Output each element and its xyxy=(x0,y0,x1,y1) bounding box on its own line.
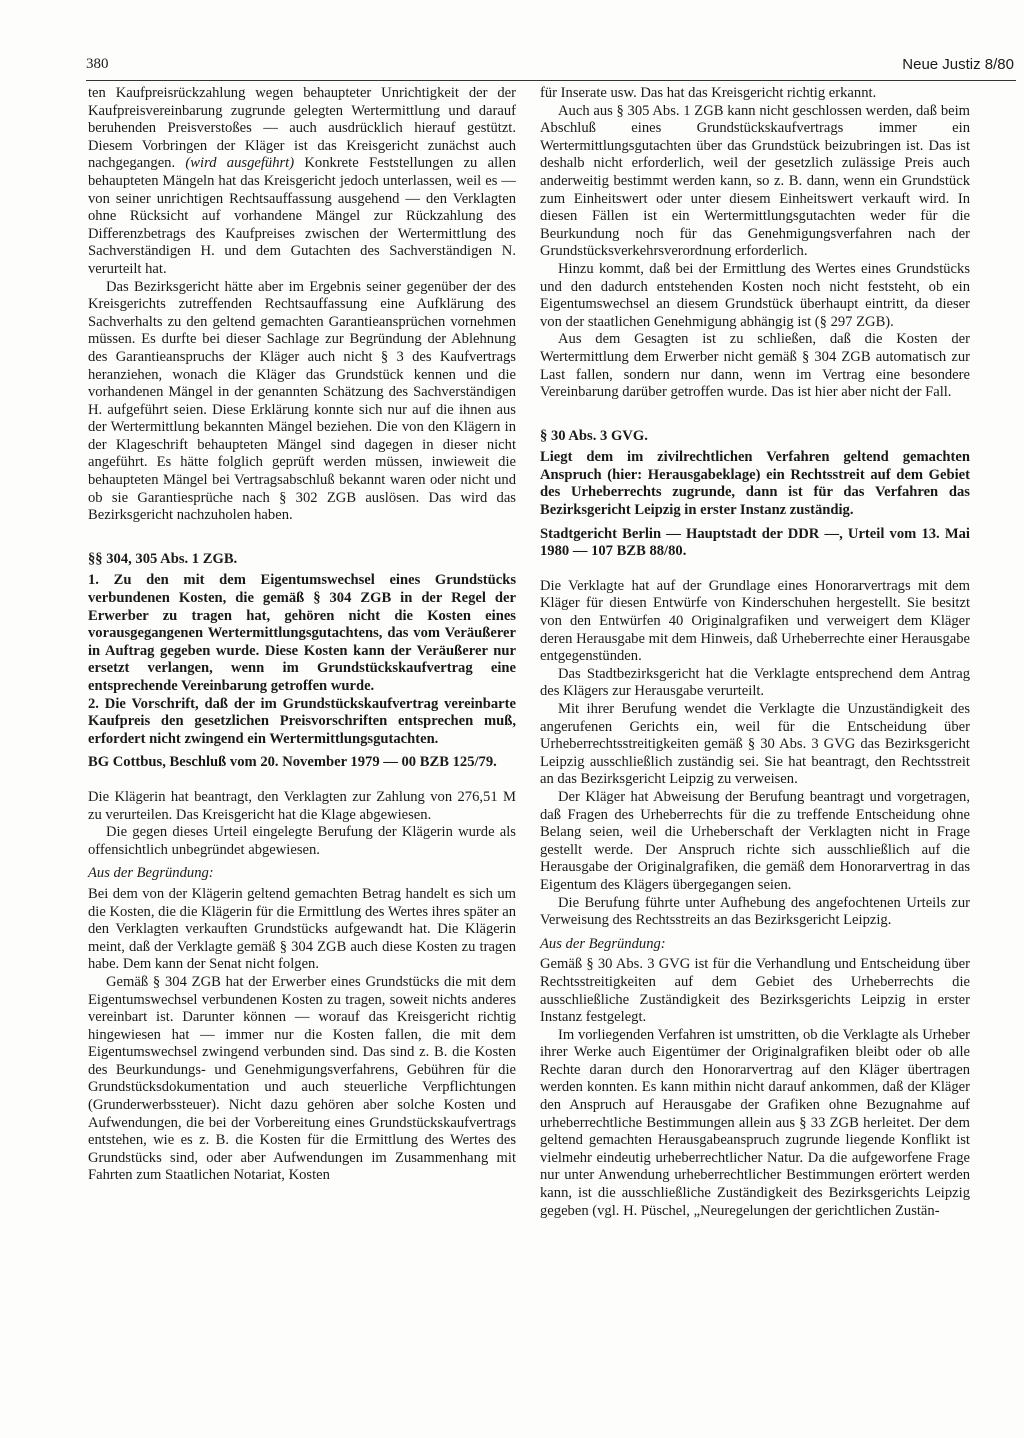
paragraph: für Inserate usw. Das hat das Kreisgericht richtig erkannt. xyxy=(540,85,877,101)
headnote: 2. Die Vorschrift, daß der im Grundstückskaufvertrag vereinbarte Kaufpreis den gesetzlichen Preisvorschriften entsprechen muß, erfordert nicht zwingend ein Wertermittlungsgutachten. xyxy=(88,695,516,747)
paragraph: Gemäß § 304 ZGB hat der Erwerber eines Grundstücks die mit dem Eigentumswechsel verbundenen Kosten zu tragen, soweit nichts anderes vereinbart ist. Darunter können — worauf das Kreisgericht richtig hingewiesen hat — immer nur die Kosten fallen, die mit dem Eigentumswechsel zwingend verbunden sind. Das sind z. B. die Kosten des Beurkundungs- und Genehmigungsverfahrens, Gebühren für die Grundstücksdokumentation und auch steuerliche Verpflichtungen (Grunderwerbssteuer). Nicht dazu gehören aber solche Kosten und Aufwendungen, die bei der Vorbereitung eines Grundstückskaufvertrags entstehen, wie es z. B. die Kosten für die Ermittlung des Wertes des Grundstücks sind, oder aber Aufwendungen im Zusammenhang mit Fahrten zum Staatlichen Notariat, Kosten xyxy=(88,973,516,1184)
paragraph: Die Klägerin hat beantragt, den Verklagten zur Zahlung von 276,51 M zu verurteilen. Das Kreisgericht hat die Klage abgewiesen. xyxy=(88,788,516,823)
paragraph: Gemäß § 30 Abs. 3 GVG ist für die Verhandlung und Entscheidung über Rechtsstreitigkeiten auf dem Gebiet des Urheberrechts die ausschließliche Zuständigkeit des Bezirksgerichts Leipzig in erster Instanz festgelegt. xyxy=(540,956,970,1026)
paragraph: Die Berufung führte unter Aufhebung des angefochtenen Urteils zur Verweisung des Rechtsstreits an das Bezirksgericht Leipzig. xyxy=(540,894,970,929)
paragraph: Im vorliegenden Verfahren ist umstritten, ob die Verklagte als Urheber ihrer Werke auch Eigentümer der Originalgrafiken bleibt oder ob alle Rechte daran durch den Honorarvertrag auf den Kläger übertragen werden konnten. Es kann mithin nicht darauf ankommen, daß der Kläger den Anspruch auf Herausgabe der Grafiken ohne Bezugnahme auf urheberrechtliche Bestimmungen allein aus § 33 ZGB herleitet. Der dem geltend gemachten Herausgabeanspruch zugrunde liegende Konflikt ist vielmehr eindeutig urheberrechtlicher Natur. Da die aufgeworfene Frage nur unter Anwendung urheberrechtlicher Bestimmungen erörtert werden kann, ist die ausschließliche Zuständigkeit des Bezirksgerichts Leipzig gegeben (vgl. H. Püschel, „Neuregelungen der gerichtlichen Zustän- xyxy=(540,1026,970,1219)
left-column xyxy=(88,85,516,1185)
paragraph: Die gegen dieses Urteil eingelegte Berufung der Klägerin wurde als offensichtlich unbegründet abgewiesen. xyxy=(88,824,516,858)
paragraph: Aus dem Gesagten ist zu schließen, daß die Kosten der Wertermittlung dem Erwerber nicht gemäß § 304 ZGB automatisch zur Last fallen, sondern nur dann, wenn im Vertrag eine besondere Vereinbarung darüber getroffen wurde. Das ist hier aber nicht der Fall. xyxy=(540,331,970,401)
page-number: 380 xyxy=(86,56,109,72)
paragraph: ten Kaufpreisrückzahlung wegen behaupteter Unrichtigkeit der der Kaufpreisvereinbarung zugrunde gelegten Wertermittlung und darauf beruhenden Preisverstoßes — auch ausdrücklich hierauf gestützt. Diesem Vorbringen der Kläger ist das Kreisgericht zunächst auch nachgegangen. (wird ausgeführt) Konkrete Feststellungen zu allen behaupteten Mängeln hat das Kreisgericht jedoch unterlassen, weil es — von seiner unrichtigen Rechtsauffassung ausgehend — den Verklagten ohne Rücksicht auf vorhandene Mängel zur Rückzahlung des Differenzbetrags des Kaufpreises zwischen der Wertermittlung des Sachverständigen H. und dem Gutachten des Sachverständigen N. verurteilt hat. xyxy=(88,85,516,277)
court-citation: BG Cottbus, Beschluß vom 20. November 1979 — 00 BZB 125/79. xyxy=(88,754,497,771)
court-citation: Stadtgericht Berlin — Hauptstadt der DDR —, Urteil vom 13. Mai 1980 — 107 BZB 88/80. xyxy=(540,525,970,560)
paragraph: Bei dem von der Klägerin geltend gemachten Betrag handelt es sich um die Kosten, die die Klägerin für die Ermittlung des Wertes ihres später an den Verklagten verkauften Grundstücks aufgewandt hat. Die Klägerin meint, daß der Verklagte gemäß § 304 ZGB auch diese Kosten zu tragen habe. Dem kann der Senat nicht folgen. xyxy=(88,885,516,973)
italic-note: (wird ausgeführt) xyxy=(185,155,295,172)
reasons-heading: Aus der Begründung: xyxy=(540,935,666,952)
paragraph: Der Kläger hat Abweisung der Berufung beantragt und vorgetragen, daß Fragen des Urheberrechts für die zu treffende Entscheidung ohne Belang seien, weil die Urheberschaft der Verklagten nicht in Frage gestellt werde. Der Anspruch richte sich ausschließlich auf die Herausgabe der Originalgrafiken, die gemäß dem Honorarvertrag in das Eigentum des Klägers übergegangen seien. xyxy=(540,788,970,893)
law-reference: § 30 Abs. 3 GVG. xyxy=(540,427,648,444)
paragraph: Mit ihrer Berufung wendet die Verklagte die Unzuständigkeit des angerufenen Gerichts ein, weil für die Entscheidung über Urheberrechtsstreitigkeiten gemäß § 30 Abs. 3 GVG das Bezirksgericht Leipzig ausschließlich zuständig sei. Sie hat beantragt, den Rechtsstreit an das Bezirksgericht Leipzig zu verweisen. xyxy=(540,701,970,788)
reasons-heading: Aus der Begründung: xyxy=(88,865,214,882)
paragraph: Das Bezirksgericht hätte aber im Ergebnis seiner gegenüber der des Kreisgerichts zutreffenden Rechtsauffassung eine Aufklärung des Sachverhalts zu den geltend gemachten Garantieansprüchen vornehmen müssen. Es durfte bei dieser Sachlage zur Begründung der Ablehnung des Garantieanspruchs der Kläger auch nicht § 3 des Kaufvertrags heranziehen, wonach die Kläger das Grundstück kennen und die vorhandenen Mängel in der genannten Schätzung des Sachverständigen H. aufgeführt seien. Diese Erklärung konnte sich nur auf die ihnen aus der Wertermittlung bekannten Mängel beziehen. Die von den Klägern in der Klageschrift behaupteten Mängel sind dagegen in dieser nicht angeführt. Es hätte folglich geprüft werden müssen, inwieweit die behaupteten Mängel bei Vertragsabschluß bekannt waren oder nicht und ob sie Garantiesprüche nach § 302 ZGB auslösen. Das wird das Bezirksgericht nachzuholen haben. xyxy=(88,278,516,524)
header-rule xyxy=(86,80,1016,81)
paragraph: Hinzu kommt, daß bei der Ermittlung des Wertes eines Grundstücks und den dadurch entstehenden Kosten noch nicht feststeht, ob ein Eigentumswechsel an diesem Grundstück überhaupt eintritt, da dieser von der staatlichen Genehmigung abhängig ist (§ 297 ZGB). xyxy=(540,260,970,330)
law-reference: §§ 304, 305 Abs. 1 ZGB. xyxy=(88,550,238,567)
paragraph: Auch aus § 305 Abs. 1 ZGB kann nicht geschlossen werden, daß beim Abschluß eines Grundstückskaufvertrags immer ein Wertermittlungsgutachten über das Grundstück beizubringen ist. Das ist deshalb nicht erforderlich, weil der gesetzlich zulässige Preis auch anderweitig bestimmt werden kann, so z. B. dann, wenn ein Grundstück zum Einheitswert oder unter diesem Einheitswert verkauft wird. In diesen Fällen ist ein Wertermittlungsgutachten weder für die Beurkundung noch für das Genehmigungsverfahren nach der Grundstücksverkehrsverordnung erforderlich. xyxy=(540,102,970,260)
headnote: 1. Zu den mit dem Eigentumswechsel eines Grundstücks verbundenen Kosten, die gemäß § 304 ZGB in der Regel der Erwerber zu tragen hat, gehören nicht die Kosten eines vorausgegangenen Wertermittlungsgutachtens, das vom Veräußerer in Auftrag gegeben wurde. Diese Kosten kann der Veräußerer nur ersetzt verlangen, wenn im Grundstückskaufvertrag eine entsprechende Vereinbarung getroffen wurde. xyxy=(88,572,516,694)
headnote: Liegt dem im zivilrechtlichen Verfahren geltend gemachten Anspruch (hier: Herausgabeklage) ein Rechtsstreit auf dem Gebiet des Urheberrechts zugrunde, dann ist für das Verfahren das Bezirksgericht Leipzig in erster Instanz zuständig. xyxy=(540,449,970,519)
paragraph: Das Stadtbezirksgericht hat die Verklagte entsprechend dem Antrag des Klägers zur Herausgabe verurteilt. xyxy=(540,665,970,700)
paragraph: Die Verklagte hat auf der Grundlage eines Honorarvertrags mit dem Kläger für diesen Entwürfe von Kinderschuhen hergestellt. Sie besitzt von den Entwürfen 40 Originalgrafiken und verweigert dem Kläger deren Herausgabe mit dem Hinweis, daß Urheberrechte einer Herausgabe entgegenstünden. xyxy=(540,577,970,665)
right-column xyxy=(540,85,970,1220)
page-header xyxy=(86,56,1016,78)
journal-title: Neue Justiz 8/80 xyxy=(902,56,1014,73)
